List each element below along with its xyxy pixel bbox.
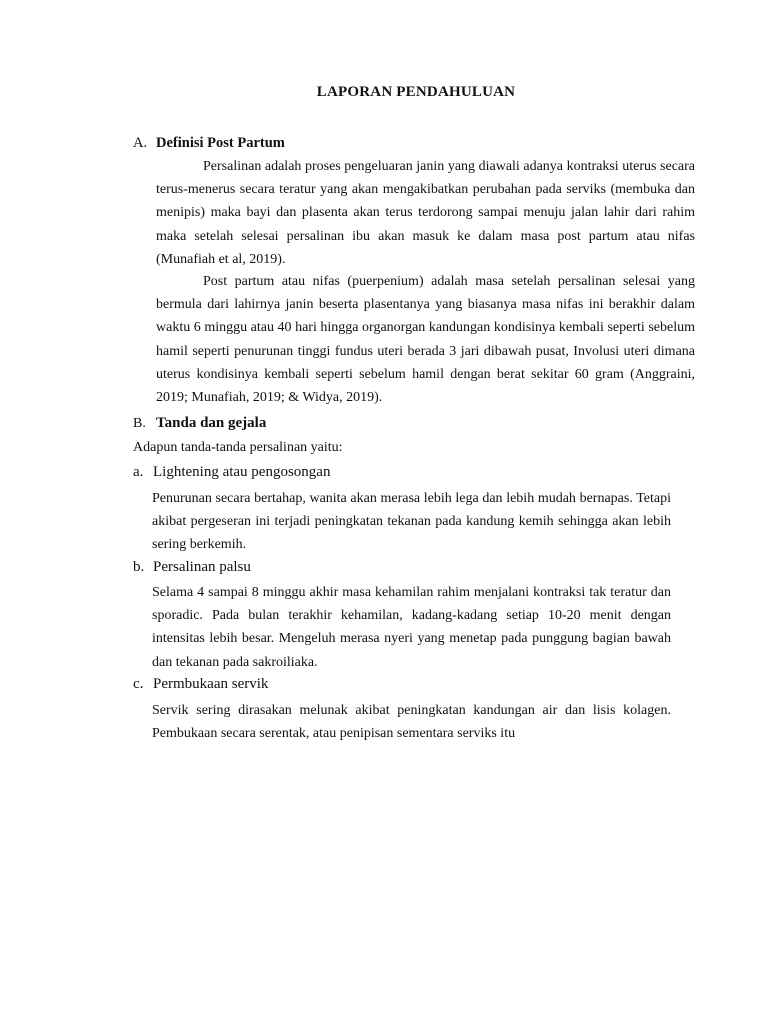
section-b-letter: B. [133, 416, 146, 431]
section-a-paragraph-2: Post partum atau nifas (puerpenium) adalah masa setelah persalinan selesai yang bermula dari lahirnya janin beserta plasentanya yang biasanya masa nifas ini berakhir dalam waktu 6 minggu atau 40 hari hingga organorgan kandungan kondisinya kembali seperti sebelum hamil seperti penurunan tinggi fundus uteri berada 3 jari dibawah pusat, Involusi uteri dimana uterus kondisinya kembali seperti sebelum hamil dengan berat sekitar 60 gram (Anggraini, 2019; Munafiah, 2019; & Widya, 2019). [156, 274, 695, 406]
section-b-intro: Adapun tanda-tanda persalinan yaitu: [133, 440, 343, 455]
section-a-title: Definisi Post Partum [156, 135, 285, 151]
subsection-c-letter: c. [133, 676, 144, 692]
subsection-b-title: Persalinan palsu [153, 559, 251, 575]
subsection-c-title: Permbukaan servik [153, 676, 269, 692]
subsection-a-title: Lightening atau pengosongan [153, 464, 331, 480]
subsection-a-paragraph: Penurunan secara bertahap, wanita akan merasa lebih lega dan lebih mudah bernapas. Tetapi akibat pergeseran ini terjadi peningkatan tekanan pada kandung kemih sehingga akan lebih sering berkemih. [152, 491, 671, 553]
subsection-a-letter: a. [133, 464, 144, 480]
section-b-heading [133, 415, 266, 432]
subsection-a-heading [133, 464, 330, 481]
section-a-paragraph-1: Persalinan adalah proses pengeluaran janin yang diawali adanya kontraksi uterus secara terus-menerus secara teratur yang akan mengakibatkan perubahan pada serviks (membuka dan menipis) maka bayi dan plasenta akan terus terdorong sampai menuju jalan lahir dari rahim maka setelah selesai persalinan ibu akan masuk ke dalam masa post partum atau nifas (Munafiah et al, 2019). [156, 159, 695, 267]
subsection-b-paragraph: Selama 4 sampai 8 minggu akhir masa kehamilan rahim menjalani kontraksi tak teratur dan sporadic. Pada bulan terakhir kehamilan, kadang-kadang setiap 10-20 menit dengan intensitas lebih besar. Mengeluh merasa nyeri yang menetap pada punggung bagian bawah dan tekanan pada sakroiliaka. [152, 585, 671, 670]
section-a-heading [133, 135, 285, 152]
subsection-b-heading [133, 559, 251, 576]
section-b-title: Tanda dan gejala [156, 415, 267, 431]
subsection-c-heading [133, 676, 268, 693]
document-title: LAPORAN PENDAHULUAN [316, 84, 516, 100]
section-a-letter: A. [133, 135, 148, 151]
subsection-b-letter: b. [133, 559, 145, 575]
subsection-c-paragraph: Servik sering dirasakan melunak akibat peningkatan kandungan air dan lisis kolagen. Pembukaan secara serentak, atau penipisan sementara serviks itu [152, 703, 671, 742]
